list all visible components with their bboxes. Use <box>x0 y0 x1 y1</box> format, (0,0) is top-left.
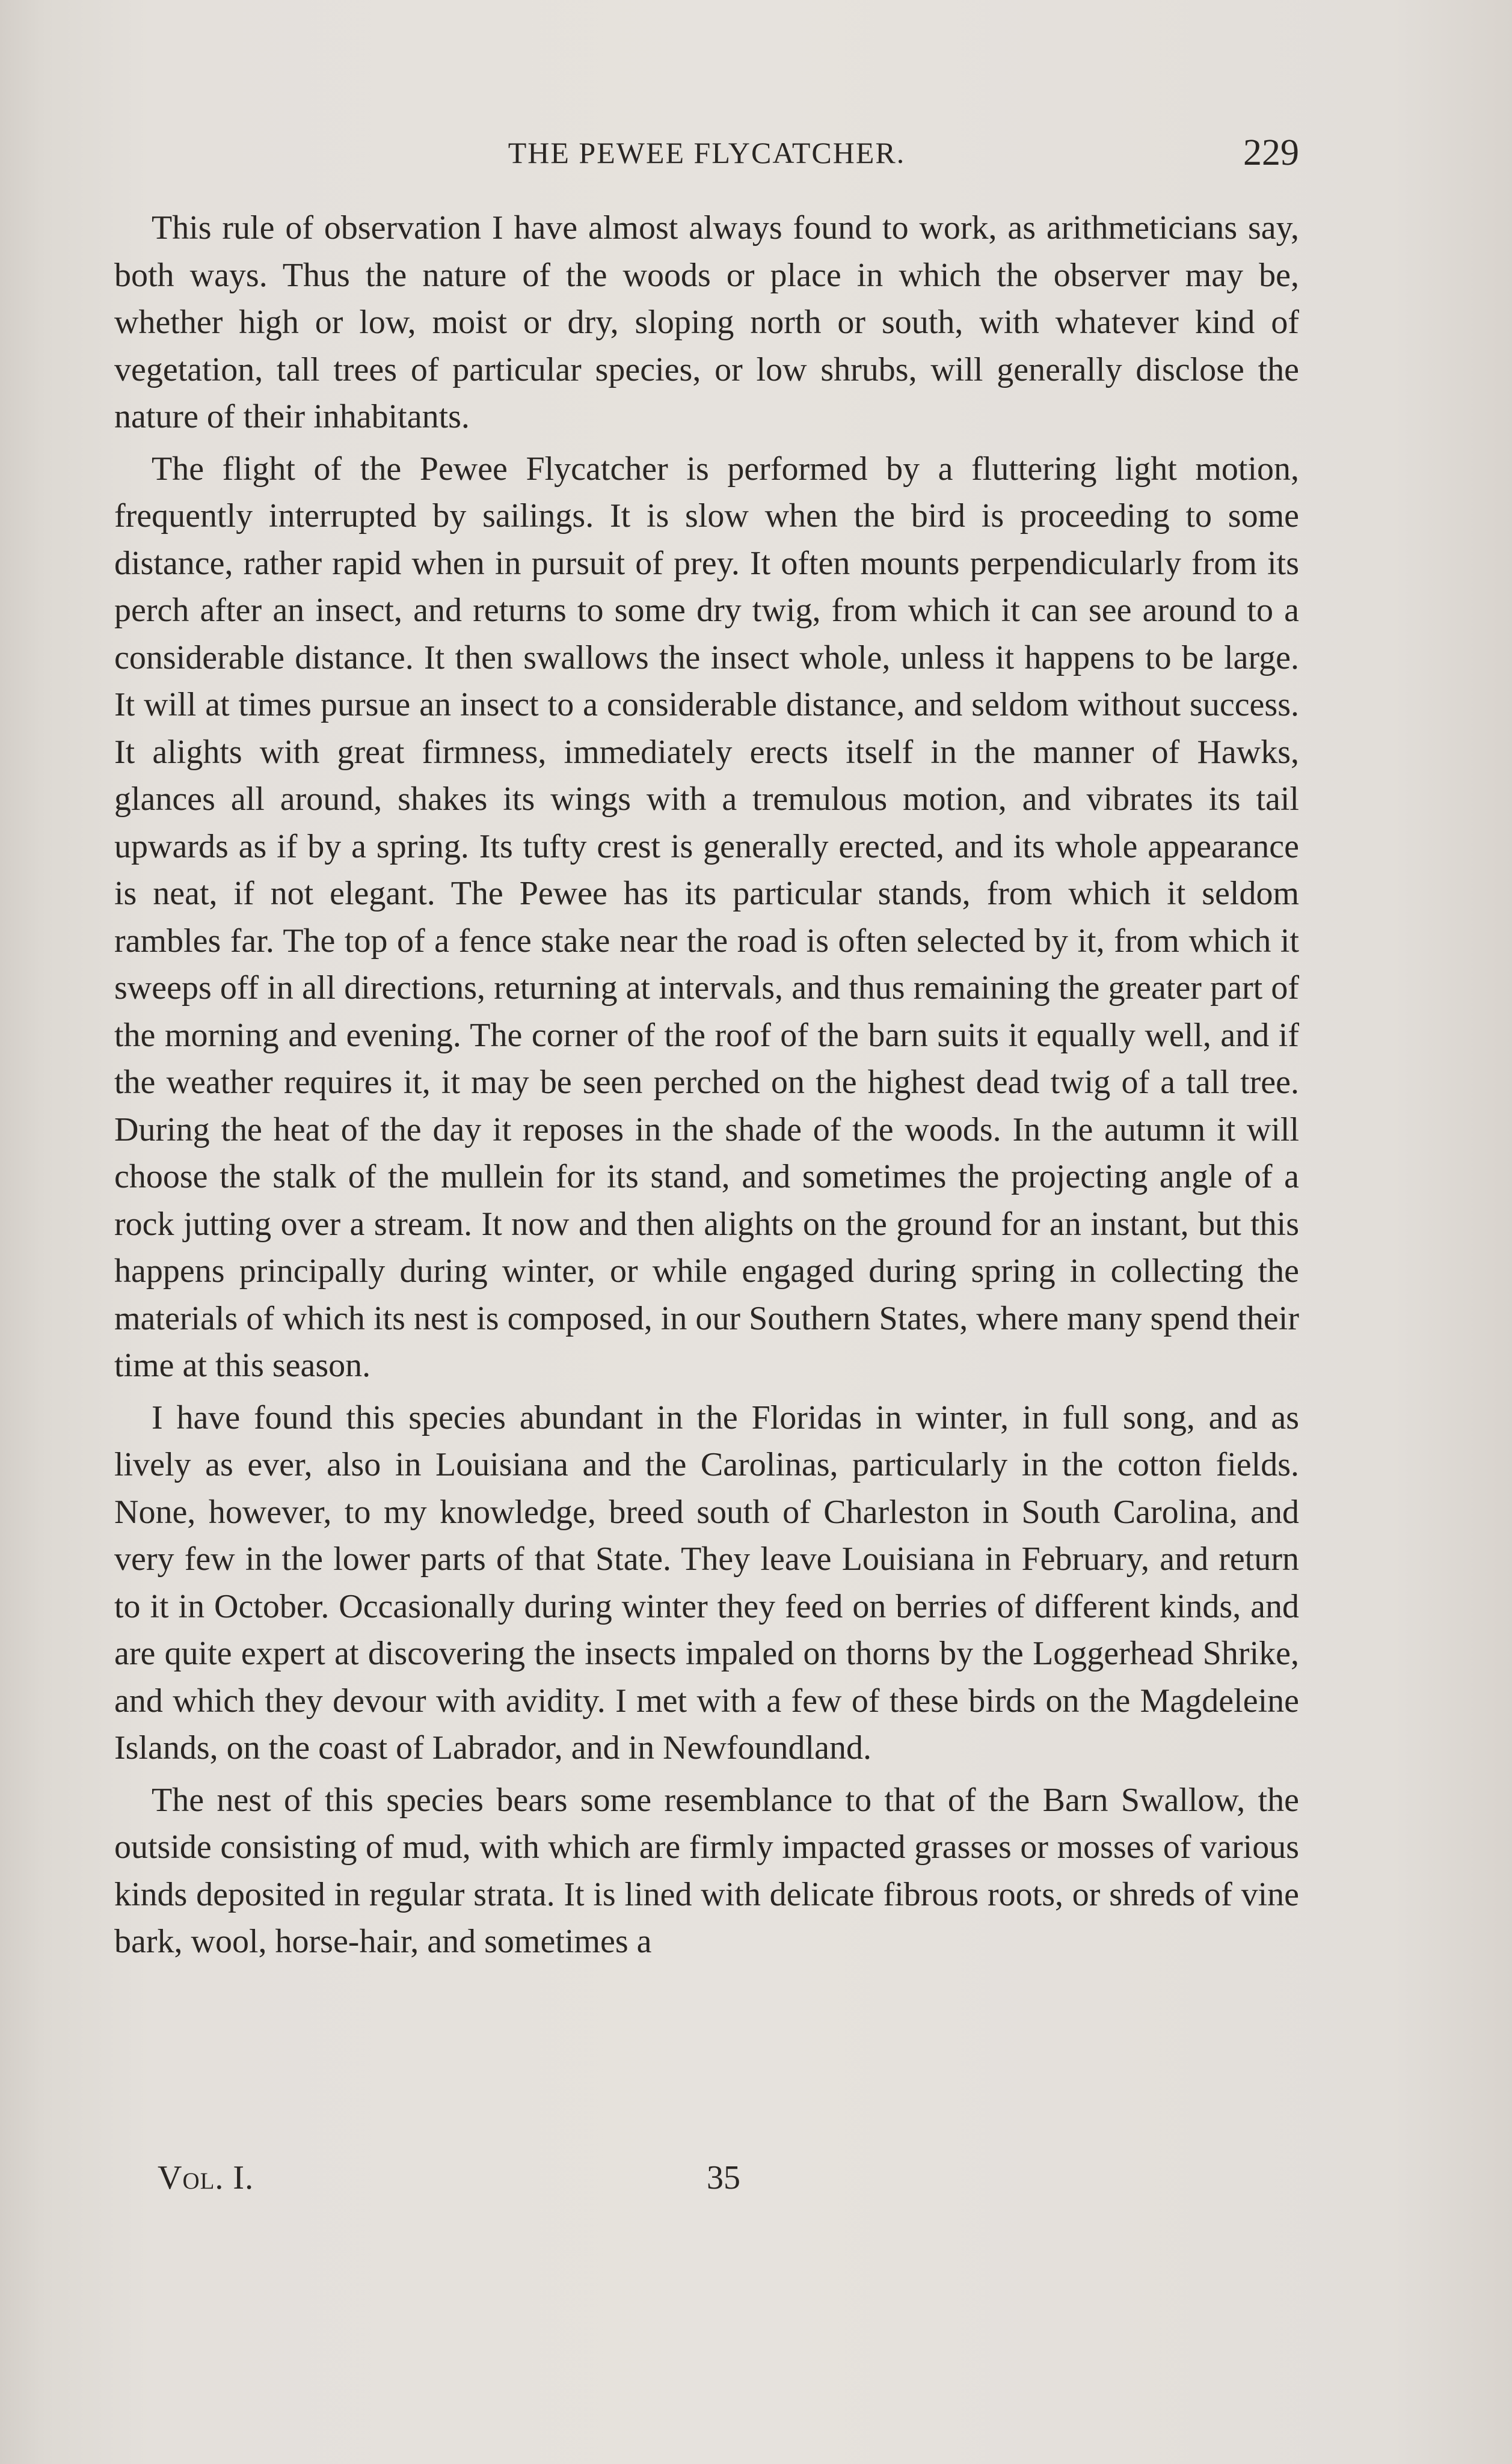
paragraph: The nest of this species bears some resemblance to that of the Barn Swallow, the outside consisting of mud, with which are firmly impacted grasses or mosses of various kinds deposited in regular strata. It is lined with delicate fibrous roots, or shreds of vine bark, wool, horse-hair, and sometimes a <box>114 1781 1299 1960</box>
running-title: THE PEWEE FLYCATCHER. <box>508 136 906 170</box>
page-header <box>114 132 1299 183</box>
page-number: 229 <box>1243 132 1299 173</box>
paragraph: This rule of observation I have almost always found to work, as arithmeticians say, both ways. Thus the nature of the woods or place in which the observer may be, whether high or low, moist or dry, sloping north or south, with whatever kind of vegetation, tall trees of particular species, or low shrubs, will generally disclose the nature of their inhabitants. <box>114 209 1299 435</box>
volume-label: Vol. I. <box>158 2159 254 2196</box>
body-text <box>114 204 1299 1970</box>
paragraph: The flight of the Pewee Flycatcher is performed by a fluttering light motion, frequently interrupted by sailings. It is slow when the bird is proceeding to some distance, rather rapid when in pursuit of prey. It often mounts perpendicularly from its perch after an insect, and returns to some dry twig, from which it can see around to a considerable distance. It then swallows the insect whole, unless it happens to be large. It will at times pursue an insect to a considerable distance, and seldom without success. It alights with great firmness, immediately erects itself in the manner of Hawks, glances all around, shakes its wings with a tremulous motion, and vibrates its tail upwards as if by a spring. Its tufty crest is generally erected, and its whole appearance is neat, if not elegant. The Pewee has its particular stands, from which it seldom rambles far. The top of a fence stake near the road is often selected by it, from which it sweeps off in all directions, returning at intervals, and thus remaining the greater part of the morning and evening. The corner of the roof of the barn suits it equally well, and if the weather requires it, it may be seen perched on the highest dead twig of a tall tree. During the heat of the day it reposes in the shade of the woods. In the autumn it will choose the stalk of the mullein for its stand, and sometimes the projecting angle of a rock jutting over a stream. It now and then alights on the ground for an instant, but this happens principally during winter, or while engaged during spring in collecting the materials of which its nest is composed, in our Southern States, where many spend their time at this season. <box>114 450 1299 1384</box>
page-footer <box>114 2159 1299 2207</box>
signature-mark: 35 <box>707 2159 740 2196</box>
paragraph: I have found this species abundant in the Floridas in winter, in full song, and as lively as ever, also in Louisiana and the Carolinas, particularly in the cotton fields. None, however, to my knowledge, breed south of Charleston in South Carolina, and very few in the lower parts of that State. They leave Louisiana in February, and return to it in October. Occasionally during winter they feed on berries of different kinds, and are quite expert at discovering the insects impaled on thorns by the Loggerhead Shrike, and which they devour with avidity. I met with a few of these birds on the Magdeleine Islands, on the coast of Labrador, and in Newfoundland. <box>114 1399 1299 1767</box>
